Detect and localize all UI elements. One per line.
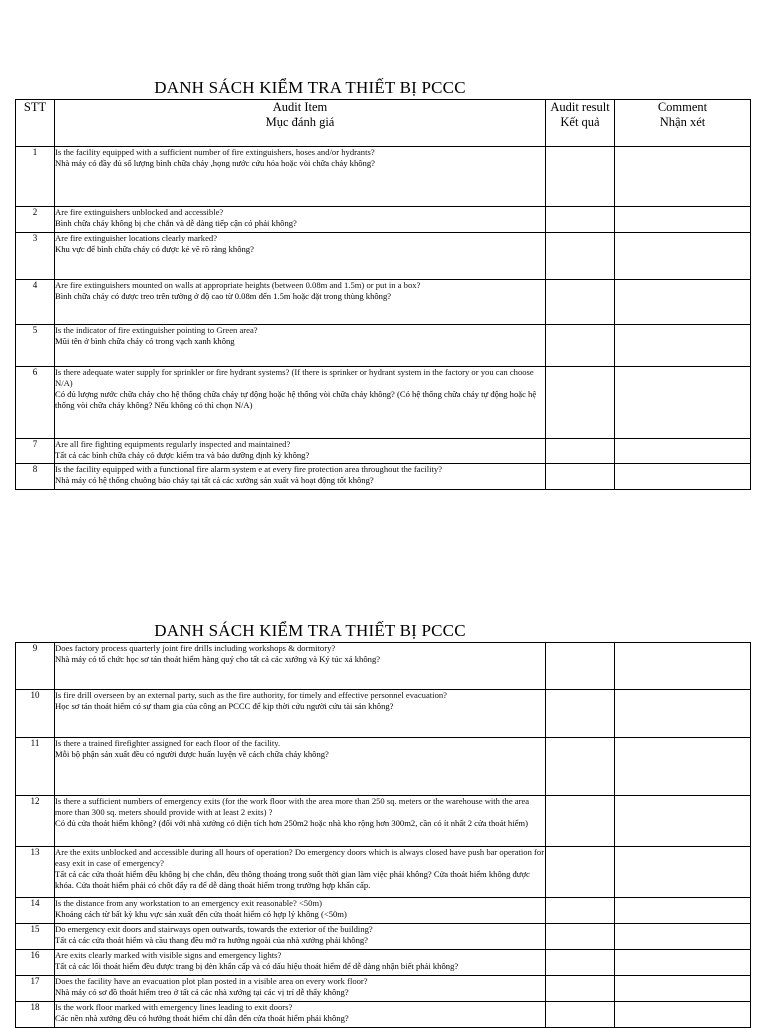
audit-item-cell xyxy=(55,233,546,280)
comment-cell[interactable] xyxy=(615,280,751,325)
page-title: DANH SÁCH KIỂM TRA THIẾT BỊ PCCC xyxy=(154,78,466,97)
row-number: 16 xyxy=(16,950,55,976)
audit-item-vi: Mũi tên ở bình chữa cháy có trong vạch xanh không xyxy=(55,336,235,346)
comment-cell[interactable] xyxy=(615,464,751,490)
table-row xyxy=(16,439,751,464)
table-row xyxy=(16,738,751,796)
audit-item-vi: Nhà máy có đầy đủ số lượng bình chữa cháy ,họng nước cứu hỏa hoặc vòi chữa cháy không? xyxy=(55,158,375,168)
audit-result-cell[interactable] xyxy=(546,924,615,950)
table-row xyxy=(16,643,751,690)
row-number: 15 xyxy=(16,924,55,950)
row-number: 7 xyxy=(16,439,55,464)
audit-item-cell xyxy=(55,439,546,464)
audit-result-cell[interactable] xyxy=(546,643,615,690)
audit-item-vi: Có đủ lượng nước chữa cháy cho hệ thống chữa cháy tự động hoặc hệ thống vòi chữa cháy không? (Có hệ thống chữa cháy tự động hoặc hệ thống vòi chữa cháy không? Nếu không có thì chọn N/A) xyxy=(55,389,537,410)
row-number: 11 xyxy=(16,738,55,796)
audit-item-en: Are fire extinguishers mounted on walls at appropriate heights (between 0.08m and 1.5m) or put in a box? xyxy=(55,280,421,290)
audit-item-en: Are all fire fighting equipments regularly inspected and maintained? xyxy=(55,439,291,449)
audit-result-header xyxy=(546,100,615,147)
comment-cell[interactable] xyxy=(615,643,751,690)
comment-header xyxy=(615,100,751,147)
audit-result-cell[interactable] xyxy=(546,847,615,898)
table-row xyxy=(16,147,751,207)
table-row xyxy=(16,796,751,847)
audit-item-vi: Tất cả các bình chữa cháy có được kiểm tra và bảo dưỡng định kỳ không? xyxy=(55,450,310,460)
audit-item-vi: Bình chữa cháy có được treo trên tường ở độ cao từ 0.08m đến 1.5m hoặc đặt trong thùng không? xyxy=(55,291,392,301)
row-number: 13 xyxy=(16,847,55,898)
row-number: 14 xyxy=(16,898,55,924)
row-number: 1 xyxy=(16,147,55,207)
audit-item-en: Is fire drill overseen by an external party, such as the fire authority, for timely and effective personnel evacuation? xyxy=(55,690,447,700)
comment-cell[interactable] xyxy=(615,950,751,976)
audit-result-cell[interactable] xyxy=(546,738,615,796)
audit-item-vi: Tất cả các cửa thoát hiểm và cầu thang đều mở ra hướng ngoài của nhà xưởng phải không? xyxy=(55,935,368,945)
audit-item-en: Are exits clearly marked with visible signs and emergency lights? xyxy=(55,950,282,960)
audit-item-vi: Có đủ cửa thoát hiểm không? (đối với nhà xưởng có diện tích hơn 250m2 hoặc nhà kho rộng hơn 300m2, cần có ít nhất 2 cửa thoát hiểm) xyxy=(55,818,528,828)
audit-item-en: Is the facility equipped with a sufficient number of fire extinguishers, hoses and/or hydrants? xyxy=(55,147,375,157)
checklist-table-2 xyxy=(15,642,751,1028)
audit-item-cell xyxy=(55,924,546,950)
table-row xyxy=(16,367,751,439)
audit-item-vi: Bình chữa cháy không bị che chắn và dễ dàng tiếp cận có phải không? xyxy=(55,218,297,228)
comment-header-vi: Nhận xét xyxy=(659,115,706,129)
audit-item-cell xyxy=(55,976,546,1002)
row-number: 10 xyxy=(16,690,55,738)
audit-item-cell xyxy=(55,643,546,690)
audit-result-cell[interactable] xyxy=(546,690,615,738)
audit-item-vi: Tất cả các cửa thoát hiểm đều không bị che chắn, đều thông thoáng trong suốt thời gian làm việc phải không? Cửa thoát hiểm không được khóa. Cửa thoát hiểm phải có chốt đẩy ra để dễ dàng thoát hiểm trong trường hợp khẩn cấp. xyxy=(55,869,530,890)
table-row xyxy=(16,464,751,490)
table-row xyxy=(16,847,751,898)
audit-item-vi: Nhà máy có hệ thống chuông báo cháy tại tất cả các xưởng sản xuất và hoạt động tốt không? xyxy=(55,475,374,485)
audit-item-en: Does the facility have an evacuation plot plan posted in a visible area on every work floor? xyxy=(55,976,368,986)
audit-item-vi: Tất cả các lối thoát hiểm đều được trang bị đèn khẩn cấp và có dấu hiệu thoát hiểm để dễ dàng nhận biết phải không? xyxy=(55,961,459,971)
audit-item-header-en: Audit Item xyxy=(272,100,328,114)
audit-item-header xyxy=(55,100,546,147)
audit-item-en: Is there a trained firefighter assigned for each floor of the facility. xyxy=(55,738,281,748)
audit-item-en: Is there adequate water supply for sprinkler or fire hydrant systems? (If there is sprinker or hydrant system in the factory or you can choose N/A) xyxy=(55,367,534,388)
table-row xyxy=(16,325,751,367)
audit-item-en: Are fire extinguishers unblocked and accessible? xyxy=(55,207,224,217)
comment-cell[interactable] xyxy=(615,367,751,439)
table-header-row xyxy=(16,100,751,147)
comment-cell[interactable] xyxy=(615,924,751,950)
audit-item-vi: Mỗi bộ phận sản xuất đều có người được huấn luyện về cách chữa cháy không? xyxy=(55,749,329,759)
comment-cell[interactable] xyxy=(615,147,751,207)
audit-result-cell[interactable] xyxy=(546,367,615,439)
audit-result-cell[interactable] xyxy=(546,325,615,367)
audit-item-en: Is the distance from any workstation to an emergency exit reasonable? <50m) xyxy=(55,898,322,908)
comment-cell[interactable] xyxy=(615,738,751,796)
audit-item-vi: Nhà máy có tổ chức học sơ tán thoát hiểm hàng quý cho tất cả các xưởng và Ký túc xá không? xyxy=(55,654,381,664)
audit-item-en: Are fire extinguisher locations clearly marked? xyxy=(55,233,218,243)
table-row xyxy=(16,233,751,280)
comment-cell[interactable] xyxy=(615,976,751,1002)
audit-result-header-en: Audit result xyxy=(550,100,610,114)
comment-cell[interactable] xyxy=(615,847,751,898)
table-row xyxy=(16,950,751,976)
row-number: 17 xyxy=(16,976,55,1002)
audit-result-cell[interactable] xyxy=(546,796,615,847)
audit-item-en: Do emergency exit doors and stairways open outwards, towards the exterior of the building? xyxy=(55,924,373,934)
audit-item-vi: Khu vực để bình chữa cháy có được kẻ vẽ rõ ràng không? xyxy=(55,244,254,254)
audit-item-en: Does factory process quarterly joint fire drills including workshops & dormitory? xyxy=(55,643,336,653)
audit-item-cell xyxy=(55,147,546,207)
audit-item-vi: Khoảng cách từ bất kỳ khu vực sản xuất đến cửa thoát hiểm có hợp lý không (<50m) xyxy=(55,909,347,919)
row-number: 5 xyxy=(16,325,55,367)
audit-item-cell xyxy=(55,207,546,233)
audit-item-cell xyxy=(55,738,546,796)
audit-item-cell xyxy=(55,464,546,490)
audit-item-vi: Học sơ tán thoát hiểm có sự tham gia của công an PCCC để kịp thời cứu người cứu tài sản không? xyxy=(55,701,394,711)
audit-result-cell[interactable] xyxy=(546,207,615,233)
row-number: 8 xyxy=(16,464,55,490)
audit-item-cell xyxy=(55,950,546,976)
table-row xyxy=(16,898,751,924)
table-row xyxy=(16,924,751,950)
row-number: 12 xyxy=(16,796,55,847)
table-row xyxy=(16,280,751,325)
audit-item-vi: Nhà máy có sơ đồ thoát hiểm treo ở tất cả các nhà xưởng tại các vị trí dễ thấy không? xyxy=(55,987,349,997)
row-number: 9 xyxy=(16,643,55,690)
audit-item-cell xyxy=(55,796,546,847)
audit-item-en: Is the work floor marked with emergency lines leading to exit doors? xyxy=(55,1002,293,1012)
checklist-table-1 xyxy=(15,99,751,490)
audit-item-header-vi: Mục đánh giá xyxy=(265,115,335,129)
row-number: 3 xyxy=(16,233,55,280)
comment-cell[interactable] xyxy=(615,796,751,847)
row-number: 18 xyxy=(16,1002,55,1028)
audit-item-en: Is the facility equipped with a functional fire alarm system e at every fire protection area throughout the facility? xyxy=(55,464,443,474)
audit-item-en: Is the indicator of fire extinguisher pointing to Green area? xyxy=(55,325,258,335)
audit-item-en: Is there a sufficient numbers of emergency exits (for the work floor with the area more than 250 sq. meters or the warehouse with the area more than 300 sq. meters should provide with at least 2 exits) ? xyxy=(55,796,530,817)
comment-cell[interactable] xyxy=(615,690,751,738)
audit-item-cell xyxy=(55,367,546,439)
row-number: 4 xyxy=(16,280,55,325)
audit-result-cell[interactable] xyxy=(546,439,615,464)
stt-header: STT xyxy=(16,100,55,147)
audit-result-cell[interactable] xyxy=(546,898,615,924)
comment-cell[interactable] xyxy=(615,233,751,280)
row-number: 2 xyxy=(16,207,55,233)
page-title: DANH SÁCH KIỂM TRA THIẾT BỊ PCCC xyxy=(154,621,466,640)
audit-item-cell xyxy=(55,280,546,325)
audit-result-cell[interactable] xyxy=(546,147,615,207)
audit-item-cell xyxy=(55,690,546,738)
audit-result-cell[interactable] xyxy=(546,233,615,280)
audit-result-cell[interactable] xyxy=(546,464,615,490)
audit-item-cell xyxy=(55,898,546,924)
row-number: 6 xyxy=(16,367,55,439)
comment-cell[interactable] xyxy=(615,439,751,464)
audit-item-cell xyxy=(55,847,546,898)
audit-item-vi: Các nền nhà xưởng đều có hướng thoát hiểm chỉ dẫn đến cửa thoát hiểm phải không? xyxy=(55,1013,349,1023)
audit-item-en: Are the exits unblocked and accessible during all hours of operation? Do emergency doors which is always closed have push bar operation for easy exit in case of emergency? xyxy=(55,847,545,868)
table-row xyxy=(16,976,751,1002)
comment-cell[interactable] xyxy=(615,898,751,924)
table-row xyxy=(16,690,751,738)
comment-cell[interactable] xyxy=(615,207,751,233)
audit-result-cell[interactable] xyxy=(546,280,615,325)
audit-result-cell[interactable] xyxy=(546,950,615,976)
table-row xyxy=(16,207,751,233)
audit-result-header-vi: Kết quả xyxy=(560,115,600,129)
audit-result-cell[interactable] xyxy=(546,976,615,1002)
comment-header-en: Comment xyxy=(657,100,708,114)
audit-item-cell xyxy=(55,325,546,367)
comment-cell[interactable] xyxy=(615,325,751,367)
